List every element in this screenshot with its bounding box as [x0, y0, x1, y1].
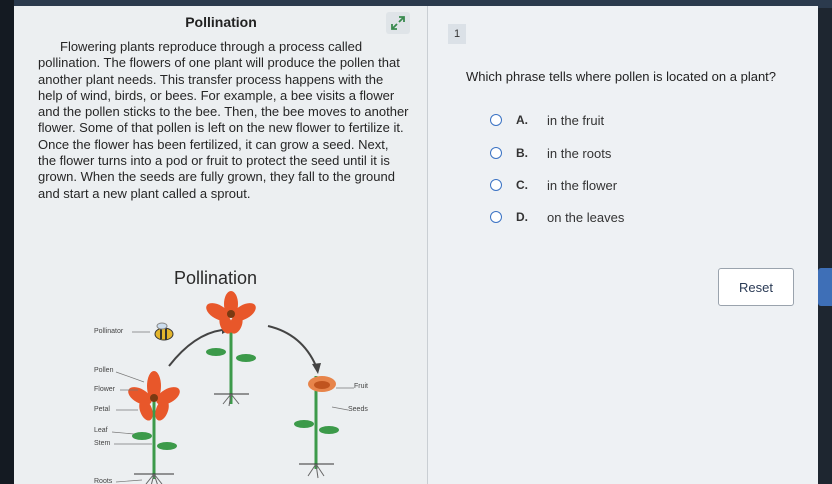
label-flower: Flower: [94, 386, 116, 393]
label-seeds: Seeds: [348, 406, 368, 413]
question-text: Which phrase tells where pollen is located on a plant?: [466, 69, 777, 84]
option-d[interactable]: [490, 207, 624, 227]
option-b[interactable]: [490, 143, 611, 163]
passage-title: Pollination: [185, 14, 257, 30]
label-petal: Petal: [94, 406, 110, 413]
option-letter: A.: [516, 113, 528, 127]
question-panel: [428, 6, 818, 484]
option-a[interactable]: [490, 110, 604, 130]
option-letter: B.: [516, 146, 528, 160]
radio-button-b[interactable]: [490, 147, 502, 159]
pollination-diagram: [54, 264, 404, 484]
bee-icon: [155, 323, 173, 340]
option-c[interactable]: [490, 175, 617, 195]
label-roots: Roots: [94, 478, 113, 484]
question-number: 1: [448, 24, 466, 44]
side-nav-button[interactable]: [818, 268, 832, 306]
expand-arrows-icon: [390, 15, 406, 31]
option-text: in the roots: [547, 145, 612, 161]
diagram-art: [54, 264, 404, 484]
option-text: in the flower: [547, 177, 618, 193]
passage-panel: [14, 6, 428, 484]
label-pollinator: Pollinator: [94, 328, 124, 335]
passage-text: Flowering plants reproduce through a process called pollination. The flowers of one plant will produce the pollen that another plant needs. This transfer process happens with the help of wind, birds, or bees. For example, a bee visits a flower and the pollen sticks to the bee. Then, the bee moves to another flower. Some of that pollen is left on the new flower to fertilize it. Once the flower has been fertilized, it can grow a seed. Next, the flower turns into a pod or fruit to protect the seed until it is grown. When the seeds are fully grown, they fall to the ground and start a new plant called a sprout.: [38, 39, 409, 201]
label-stem: Stem: [94, 440, 111, 447]
left-edge: [0, 0, 14, 484]
radio-button-d[interactable]: [490, 211, 502, 223]
option-letter: C.: [516, 178, 528, 192]
option-text: on the leaves: [547, 209, 625, 225]
reset-button[interactable]: Reset: [718, 268, 794, 306]
radio-button-c[interactable]: [490, 179, 502, 191]
label-leaf: Leaf: [94, 427, 108, 434]
radio-button-a[interactable]: [490, 114, 502, 126]
figure-title: Pollination: [174, 268, 258, 288]
option-letter: D.: [516, 210, 528, 224]
option-text: in the fruit: [547, 112, 605, 128]
label-pollen: Pollen: [94, 367, 114, 374]
expand-button[interactable]: [386, 12, 410, 34]
label-fruit: Fruit: [354, 383, 368, 390]
